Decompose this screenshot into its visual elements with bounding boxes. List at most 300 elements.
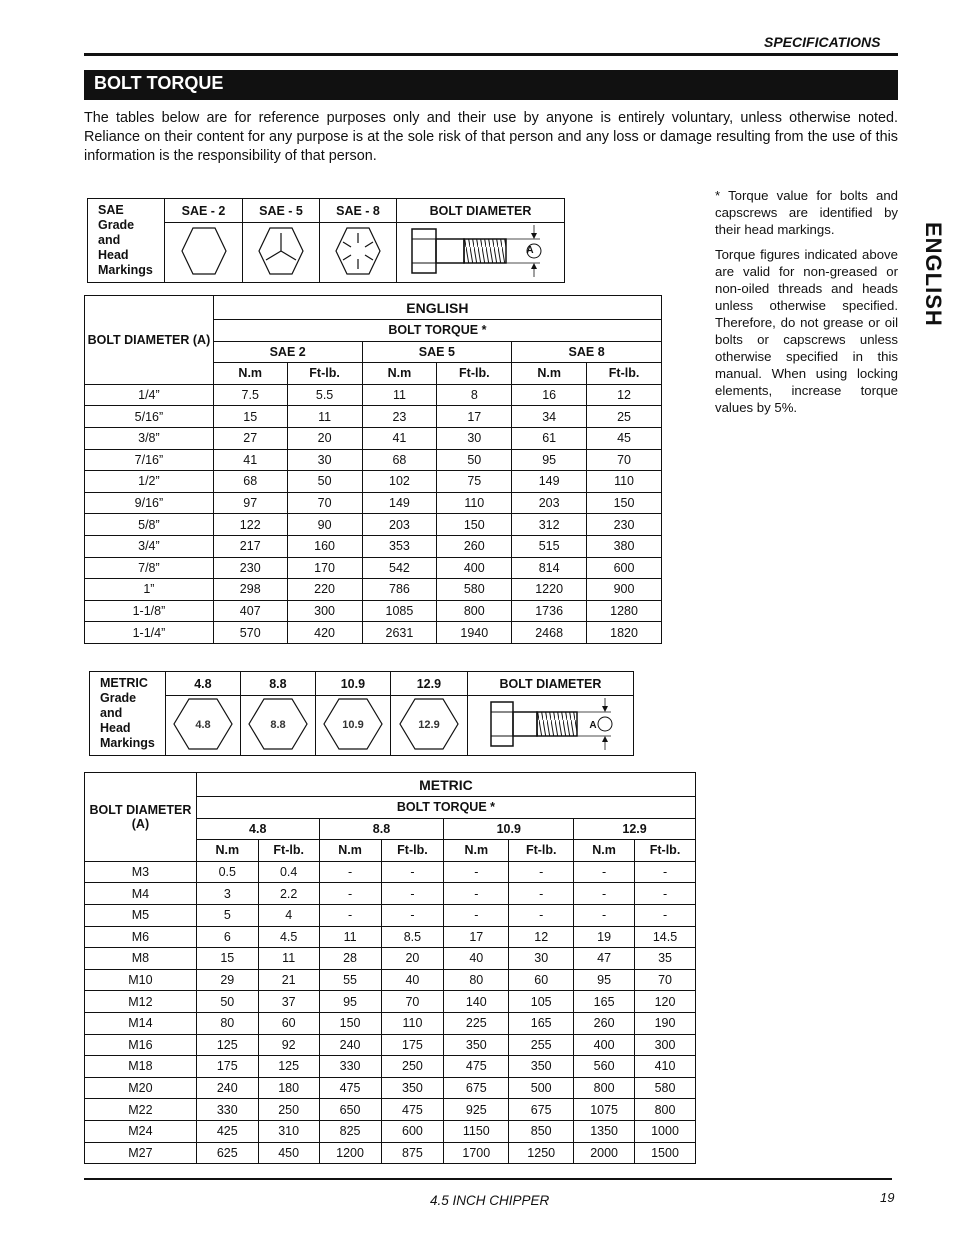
bolt-size-cell: M3 <box>85 861 197 883</box>
torque-cell: 12 <box>509 926 574 948</box>
torque-cell: 230 <box>213 557 287 579</box>
torque-cell: 350 <box>381 1077 444 1099</box>
torque-cell: 150 <box>437 514 512 536</box>
page-number: 19 <box>880 1190 895 1205</box>
torque-cell: 6 <box>196 926 258 948</box>
grade-4-8-head-marking <box>165 696 240 756</box>
torque-cell: 1736 <box>512 600 587 622</box>
torque-cell: 1000 <box>635 1120 696 1142</box>
hex-head-icon <box>321 696 385 752</box>
torque-cell: 850 <box>509 1120 574 1142</box>
torque-cell: 8.5 <box>381 926 444 948</box>
unit-header: Ft-lb. <box>287 363 362 385</box>
torque-cell: 5.5 <box>287 384 362 406</box>
torque-cell: 61 <box>512 427 587 449</box>
torque-cell: 786 <box>362 579 437 601</box>
torque-cell: 5 <box>196 904 258 926</box>
torque-cell: 110 <box>381 1012 444 1034</box>
footer-rule <box>84 1178 892 1180</box>
torque-cell: 800 <box>574 1077 635 1099</box>
intro-paragraph: The tables below are for reference purposes only and their use by anyone is entirely voluntary, unless otherwise noted. Reliance on their content for any purpose is at the sole risk of that person and any loss or damage resulting from the use of this information is the responsibility of that person. <box>84 110 898 164</box>
table-row <box>85 471 662 493</box>
torque-cell: 170 <box>287 557 362 579</box>
torque-cell: 814 <box>512 557 587 579</box>
table-row <box>85 1034 696 1056</box>
torque-cell: 15 <box>196 948 258 970</box>
torque-cell: 300 <box>287 600 362 622</box>
bolt-size-cell: M27 <box>85 1142 197 1164</box>
torque-cell: 3 <box>196 883 258 905</box>
torque-cell: 70 <box>381 991 444 1013</box>
bolt-size-cell: 1/2” <box>85 471 214 493</box>
torque-cell: 149 <box>512 471 587 493</box>
torque-cell: 875 <box>381 1142 444 1164</box>
label-line: Grade <box>100 691 137 705</box>
bolt-size-cell: 1-1/8” <box>85 600 214 622</box>
table-row <box>85 1012 696 1034</box>
torque-cell: 60 <box>509 969 574 991</box>
torque-cell: 580 <box>437 579 512 601</box>
table-row <box>85 557 662 579</box>
torque-cell: 75 <box>437 471 512 493</box>
bolt-size-cell: M12 <box>85 991 197 1013</box>
torque-cell: 1200 <box>319 1142 381 1164</box>
torque-cell: 330 <box>319 1056 381 1078</box>
torque-cell: 23 <box>362 406 437 428</box>
torque-cell: 250 <box>381 1056 444 1078</box>
torque-cell: 250 <box>258 1099 319 1121</box>
torque-cell: 180 <box>258 1077 319 1099</box>
table-row <box>85 861 696 883</box>
torque-cell: - <box>381 861 444 883</box>
torque-cell: 30 <box>509 948 574 970</box>
torque-cell: - <box>319 883 381 905</box>
torque-cell: 80 <box>444 969 509 991</box>
torque-cell: 410 <box>635 1056 696 1078</box>
torque-cell: - <box>574 861 635 883</box>
torque-cell: 70 <box>287 492 362 514</box>
torque-cell: - <box>509 861 574 883</box>
grade-header: SAE - 2 <box>165 199 243 223</box>
grade-12-9-head-marking <box>390 696 467 756</box>
torque-cell: 11 <box>362 384 437 406</box>
torque-cell: - <box>509 904 574 926</box>
torque-cell: - <box>574 883 635 905</box>
torque-cell: 12 <box>587 384 662 406</box>
torque-cell: 8 <box>437 384 512 406</box>
torque-cell: 625 <box>196 1142 258 1164</box>
bolt-diameter-header: BOLT DIAMETER (A) <box>85 773 197 862</box>
table-row <box>85 514 662 536</box>
bolt-torque-header: BOLT TORQUE * <box>213 320 661 342</box>
torque-cell: 1820 <box>587 622 662 644</box>
torque-cell: 4 <box>258 904 319 926</box>
table-row <box>85 449 662 471</box>
bolt-size-cell: M24 <box>85 1120 197 1142</box>
unit-header: Ft-lb. <box>437 363 512 385</box>
table-row <box>85 904 696 926</box>
torque-cell: 41 <box>213 449 287 471</box>
hex-head-icon <box>171 696 235 752</box>
torque-cell: 120 <box>635 991 696 1013</box>
label-line: Head <box>98 248 129 262</box>
bolt-diameter-header: BOLT DIAMETER (A) <box>85 296 214 385</box>
torque-cell: 1085 <box>362 600 437 622</box>
torque-cell: 150 <box>319 1012 381 1034</box>
unit-header: Ft-lb. <box>381 840 444 862</box>
torque-cell: 125 <box>258 1056 319 1078</box>
torque-cell: 675 <box>509 1099 574 1121</box>
torque-cell: 380 <box>587 535 662 557</box>
table-row <box>85 406 662 428</box>
torque-cell: 30 <box>437 427 512 449</box>
torque-cell: 15 <box>213 406 287 428</box>
torque-cell: 350 <box>444 1034 509 1056</box>
torque-cell: 68 <box>362 449 437 471</box>
torque-cell: 11 <box>258 948 319 970</box>
unit-header: N.m <box>362 363 437 385</box>
torque-cell: 353 <box>362 535 437 557</box>
torque-cell: 542 <box>362 557 437 579</box>
unit-header: N.m <box>444 840 509 862</box>
torque-cell: 28 <box>319 948 381 970</box>
bolt-size-cell: 7/8” <box>85 557 214 579</box>
bolt-size-cell: 3/8” <box>85 427 214 449</box>
torque-cell: 17 <box>444 926 509 948</box>
torque-cell: 240 <box>196 1077 258 1099</box>
note-torque-figures: Torque figures indicated above are valid for non-greased or non-oiled threads and heads unless otherwise specified. Therefore, do not grease or oil bolts or capscrews unless otherwise specified in this manual. When using locking elements, increase torque values by 5%. <box>715 247 898 415</box>
torque-cell: 600 <box>587 557 662 579</box>
torque-cell: 1150 <box>444 1120 509 1142</box>
grade-8-8-head-marking <box>240 696 315 756</box>
torque-cell: 800 <box>635 1099 696 1121</box>
torque-cell: 97 <box>213 492 287 514</box>
torque-cell: 20 <box>287 427 362 449</box>
torque-cell: 2.2 <box>258 883 319 905</box>
label-line: and <box>100 706 123 720</box>
grade-header: 12.9 <box>574 818 696 840</box>
hex-head-icon <box>397 696 461 752</box>
bolt-size-cell: M22 <box>85 1099 197 1121</box>
torque-cell: 800 <box>437 600 512 622</box>
grade-mark: 4.8 <box>195 719 211 731</box>
torque-cell: 175 <box>381 1034 444 1056</box>
grade-header: SAE - 8 <box>320 199 397 223</box>
torque-cell: 50 <box>287 471 362 493</box>
torque-cell: 35 <box>635 948 696 970</box>
table-row <box>85 622 662 644</box>
torque-cell: - <box>444 861 509 883</box>
torque-cell: 30 <box>287 449 362 471</box>
bolt-diameter-header: BOLT DIAMETER <box>397 199 565 223</box>
table-row <box>85 948 696 970</box>
bolt-size-cell: M6 <box>85 926 197 948</box>
table-row <box>85 1099 696 1121</box>
torque-cell: 400 <box>574 1034 635 1056</box>
torque-cell: 350 <box>509 1056 574 1078</box>
unit-header: N.m <box>196 840 258 862</box>
torque-cell: 11 <box>319 926 381 948</box>
torque-cell: 37 <box>258 991 319 1013</box>
bolt-size-cell: M8 <box>85 948 197 970</box>
unit-header: N.m <box>213 363 287 385</box>
torque-cell: 17 <box>437 406 512 428</box>
unit-header: N.m <box>512 363 587 385</box>
bolt-diameter-diagram <box>467 696 633 756</box>
unit-header: Ft-lb. <box>635 840 696 862</box>
torque-cell: 110 <box>587 471 662 493</box>
torque-cell: - <box>319 904 381 926</box>
table-row <box>85 384 662 406</box>
footer-title: 4.5 INCH CHIPPER <box>430 1193 550 1208</box>
diameter-a-marker: A <box>589 720 597 731</box>
page-title: BOLT TORQUE <box>84 70 898 100</box>
table-row <box>85 535 662 557</box>
unit-header: Ft-lb. <box>258 840 319 862</box>
unit-header: N.m <box>319 840 381 862</box>
unit-header: N.m <box>574 840 635 862</box>
torque-cell: 95 <box>512 449 587 471</box>
sae5-head-marking <box>243 223 320 283</box>
grade-header: 10.9 <box>315 672 390 696</box>
torque-cell: 4.5 <box>258 926 319 948</box>
grade-mark: 8.8 <box>270 719 286 731</box>
bolt-size-cell: 5/16” <box>85 406 214 428</box>
torque-cell: 1940 <box>437 622 512 644</box>
torque-cell: 2000 <box>574 1142 635 1164</box>
torque-cell: 14.5 <box>635 926 696 948</box>
sae-markings-table <box>87 198 565 283</box>
bolt-size-cell: 3/4” <box>85 535 214 557</box>
bolt-torque-header: BOLT TORQUE * <box>196 797 695 819</box>
torque-cell: 95 <box>319 991 381 1013</box>
torque-cell: 310 <box>258 1120 319 1142</box>
torque-cell: 255 <box>509 1034 574 1056</box>
table-row <box>85 579 662 601</box>
torque-cell: - <box>444 883 509 905</box>
label-line: and <box>98 233 121 247</box>
torque-cell: 50 <box>437 449 512 471</box>
metric-torque-table <box>84 772 696 1164</box>
bolt-size-cell: 7/16” <box>85 449 214 471</box>
torque-cell: 70 <box>587 449 662 471</box>
grade-header: SAE 5 <box>362 341 512 363</box>
torque-cell: 16 <box>512 384 587 406</box>
metric-markings-table <box>89 671 634 756</box>
torque-cell: 400 <box>437 557 512 579</box>
torque-cell: 240 <box>319 1034 381 1056</box>
torque-cell: 149 <box>362 492 437 514</box>
torque-cell: 175 <box>196 1056 258 1078</box>
bolt-size-cell: M18 <box>85 1056 197 1078</box>
torque-cell: 19 <box>574 926 635 948</box>
grade-header: 8.8 <box>240 672 315 696</box>
sae2-head-marking <box>165 223 243 283</box>
torque-cell: 70 <box>635 969 696 991</box>
torque-cell: 500 <box>509 1077 574 1099</box>
torque-cell: 102 <box>362 471 437 493</box>
sae-markings-label <box>88 199 165 283</box>
torque-cell: 1700 <box>444 1142 509 1164</box>
section-title: SPECIFICATIONS <box>764 34 881 50</box>
hex-head-icon <box>179 225 229 277</box>
torque-cell: 1250 <box>509 1142 574 1164</box>
torque-cell: 29 <box>196 969 258 991</box>
table-row <box>85 427 662 449</box>
torque-cell: 50 <box>196 991 258 1013</box>
torque-cell: 165 <box>509 1012 574 1034</box>
torque-cell: 420 <box>287 622 362 644</box>
grade-header: 8.8 <box>319 818 444 840</box>
bolt-size-cell: M14 <box>85 1012 197 1034</box>
torque-cell: 21 <box>258 969 319 991</box>
grade-mark: 12.9 <box>418 719 440 731</box>
bolt-size-cell: M16 <box>85 1034 197 1056</box>
bolt-size-cell: 5/8” <box>85 514 214 536</box>
diameter-a-marker: A <box>526 245 534 256</box>
torque-cell: 2468 <box>512 622 587 644</box>
torque-cell: 230 <box>587 514 662 536</box>
grade-10-9-head-marking <box>315 696 390 756</box>
header-rule <box>84 53 898 56</box>
side-language-label: ENGLISH <box>921 222 946 327</box>
torque-cell: - <box>381 904 444 926</box>
sae8-head-marking <box>320 223 397 283</box>
grade-header: 4.8 <box>196 818 319 840</box>
torque-cell: 330 <box>196 1099 258 1121</box>
torque-cell: 1280 <box>587 600 662 622</box>
torque-cell: 11 <box>287 406 362 428</box>
bolt-size-cell: 1-1/4” <box>85 622 214 644</box>
torque-cell: 203 <box>512 492 587 514</box>
torque-cell: 475 <box>444 1056 509 1078</box>
unit-header: Ft-lb. <box>587 363 662 385</box>
grade-header: 4.8 <box>165 672 240 696</box>
torque-cell: - <box>509 883 574 905</box>
bolt-size-cell: 1/4” <box>85 384 214 406</box>
torque-cell: 900 <box>587 579 662 601</box>
torque-cell: 312 <box>512 514 587 536</box>
torque-cell: 125 <box>196 1034 258 1056</box>
table-row <box>85 600 662 622</box>
torque-cell: 260 <box>574 1012 635 1034</box>
grade-header: SAE 8 <box>512 341 662 363</box>
bolt-size-cell: M5 <box>85 904 197 926</box>
torque-cell: 0.4 <box>258 861 319 883</box>
torque-cell: 47 <box>574 948 635 970</box>
table-row <box>85 1077 696 1099</box>
torque-cell: 298 <box>213 579 287 601</box>
label-line: SAE <box>98 203 124 217</box>
label-line: Markings <box>100 736 155 750</box>
metric-markings-label <box>90 672 166 756</box>
table-row <box>85 492 662 514</box>
torque-cell: 1220 <box>512 579 587 601</box>
bolt-size-cell: M4 <box>85 883 197 905</box>
hex-head-icon <box>246 696 310 752</box>
torque-cell: - <box>574 904 635 926</box>
table-row <box>85 1056 696 1078</box>
torque-cell: 7.5 <box>213 384 287 406</box>
torque-cell: - <box>635 861 696 883</box>
table-row <box>85 991 696 1013</box>
table-row <box>85 883 696 905</box>
torque-cell: - <box>444 904 509 926</box>
torque-cell: 1075 <box>574 1099 635 1121</box>
torque-cell: 475 <box>319 1077 381 1099</box>
torque-cell: - <box>319 861 381 883</box>
torque-cell: 425 <box>196 1120 258 1142</box>
torque-cell: 105 <box>509 991 574 1013</box>
label-line: METRIC <box>100 676 148 690</box>
table-row <box>85 1142 696 1164</box>
grade-header: SAE 2 <box>213 341 362 363</box>
bolt-size-cell: 9/16” <box>85 492 214 514</box>
torque-cell: - <box>635 883 696 905</box>
torque-cell: 92 <box>258 1034 319 1056</box>
hex-head-6-lines-icon <box>333 225 383 277</box>
torque-cell: 68 <box>213 471 287 493</box>
torque-cell: 203 <box>362 514 437 536</box>
torque-cell: 34 <box>512 406 587 428</box>
label-line: Head <box>100 721 131 735</box>
torque-cell: 0.5 <box>196 861 258 883</box>
label-line: Grade <box>98 218 135 232</box>
torque-cell: 1350 <box>574 1120 635 1142</box>
bolt-size-cell: 1” <box>85 579 214 601</box>
torque-cell: 140 <box>444 991 509 1013</box>
torque-cell: 300 <box>635 1034 696 1056</box>
torque-cell: 450 <box>258 1142 319 1164</box>
torque-cell: 475 <box>381 1099 444 1121</box>
hex-head-3-lines-icon <box>256 225 306 277</box>
bolt-diameter-header: BOLT DIAMETER <box>467 672 633 696</box>
torque-cell: 2631 <box>362 622 437 644</box>
bolt-size-cell: M10 <box>85 969 197 991</box>
torque-cell: 80 <box>196 1012 258 1034</box>
torque-cell: 41 <box>362 427 437 449</box>
torque-cell: 27 <box>213 427 287 449</box>
torque-cell: 925 <box>444 1099 509 1121</box>
torque-cell: 515 <box>512 535 587 557</box>
torque-cell: 407 <box>213 600 287 622</box>
torque-cell: 95 <box>574 969 635 991</box>
torque-cell: 580 <box>635 1077 696 1099</box>
grade-header: 10.9 <box>444 818 574 840</box>
torque-cell: 165 <box>574 991 635 1013</box>
note-head-markings: * Torque value for bolts and capscrews are identified by their head markings. <box>715 188 898 237</box>
torque-cell: 60 <box>258 1012 319 1034</box>
table-row <box>85 926 696 948</box>
bolt-side-view-icon <box>475 696 625 752</box>
bolt-diameter-diagram <box>397 223 565 283</box>
bolt-size-cell: M20 <box>85 1077 197 1099</box>
torque-cell: 600 <box>381 1120 444 1142</box>
torque-cell: 90 <box>287 514 362 536</box>
grade-header: 12.9 <box>390 672 467 696</box>
table-row <box>85 1120 696 1142</box>
table-title: ENGLISH <box>213 296 661 320</box>
torque-cell: 40 <box>444 948 509 970</box>
torque-cell: 190 <box>635 1012 696 1034</box>
torque-cell: 825 <box>319 1120 381 1142</box>
table-row <box>85 969 696 991</box>
torque-cell: 55 <box>319 969 381 991</box>
torque-cell: 260 <box>437 535 512 557</box>
torque-cell: 650 <box>319 1099 381 1121</box>
torque-cell: 560 <box>574 1056 635 1078</box>
torque-cell: 217 <box>213 535 287 557</box>
